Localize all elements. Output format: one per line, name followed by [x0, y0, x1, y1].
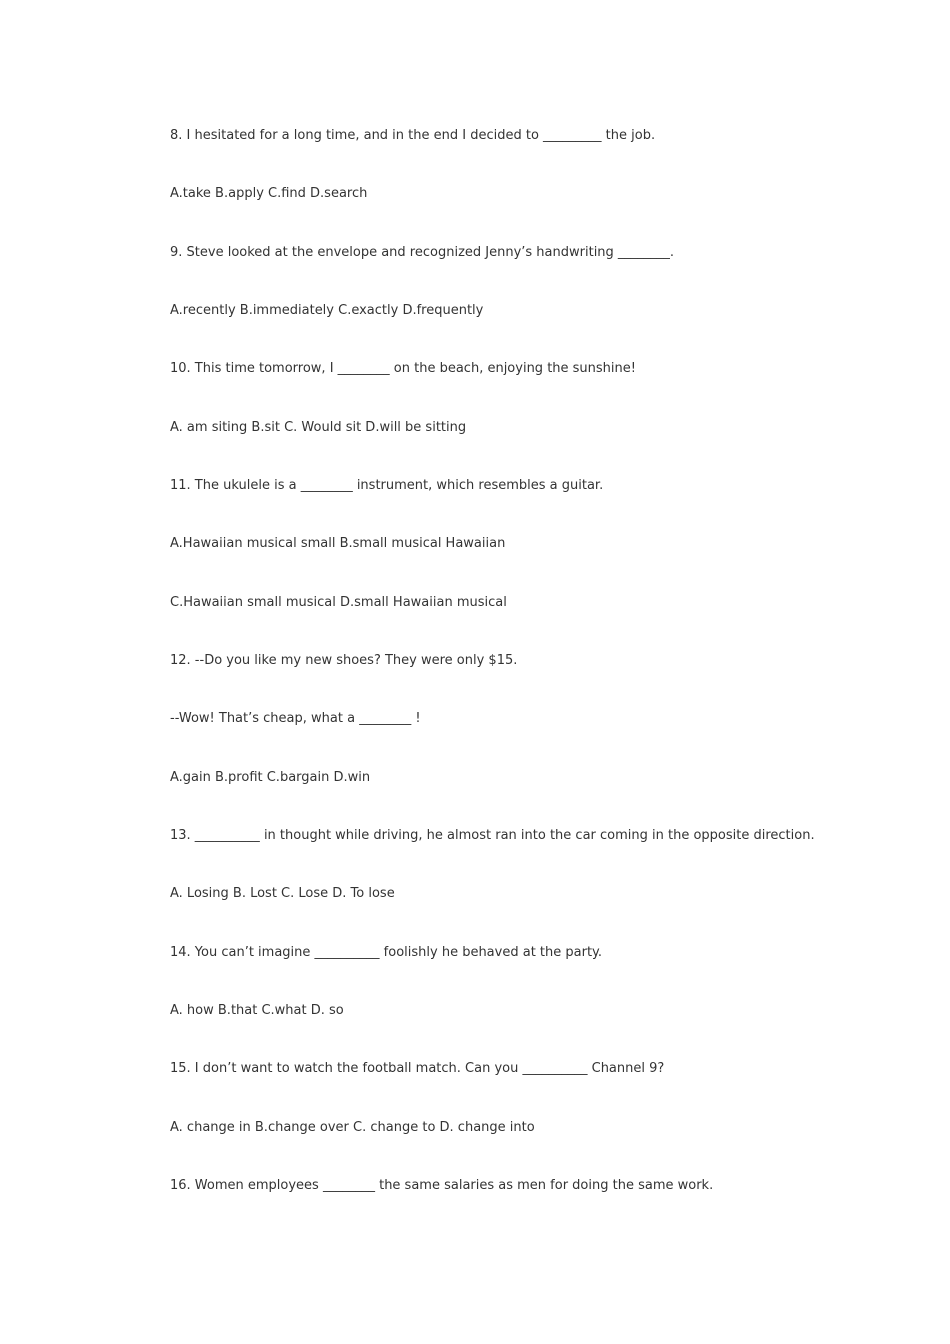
question-14: 14. You can’t imagine __________ foolishly he behaved at the party. [170, 945, 603, 960]
question-10-options: A. am siting B.sit C. Would sit D.will be sitting [170, 420, 467, 435]
question-15-options: A. change in B.change over C. change to D. change into [170, 1120, 535, 1135]
question-15: 15. I don’t want to watch the football match. Can you __________ Channel 9? [170, 1061, 665, 1076]
question-16: 16. Women employees ________ the same salaries as men for doing the same work. [170, 1178, 714, 1193]
question-11: 11. The ukulele is a ________ instrument, which resembles a guitar. [170, 478, 604, 493]
question-13-options: A. Losing B. Lost C. Lose D. To lose [170, 886, 395, 901]
question-13: 13. __________ in thought while driving, he almost ran into the car coming in the opposite direction. [170, 828, 815, 843]
question-8: 8. I hesitated for a long time, and in the end I decided to _________ the job. [170, 128, 656, 143]
question-8-options: A.take B.apply C.find D.search [170, 186, 368, 201]
question-12: 12. --Do you like my new shoes? They were only $15. [170, 653, 518, 668]
question-12-reply: --Wow! That’s cheap, what a ________ ! [170, 711, 421, 726]
question-9-options: A.recently B.immediately C.exactly D.frequently [170, 303, 484, 318]
question-10: 10. This time tomorrow, I ________ on the beach, enjoying the sunshine! [170, 361, 636, 376]
question-12-options: A.gain B.profit C.bargain D.win [170, 770, 371, 785]
question-11-options-cd: C.Hawaiian small musical D.small Hawaiian musical [170, 595, 507, 610]
question-9: 9. Steve looked at the envelope and recognized Jenny’s handwriting ________. [170, 245, 675, 260]
question-11-options-ab: A.Hawaiian musical small B.small musical Hawaiian [170, 536, 506, 551]
question-14-options: A. how B.that C.what D. so [170, 1003, 344, 1018]
